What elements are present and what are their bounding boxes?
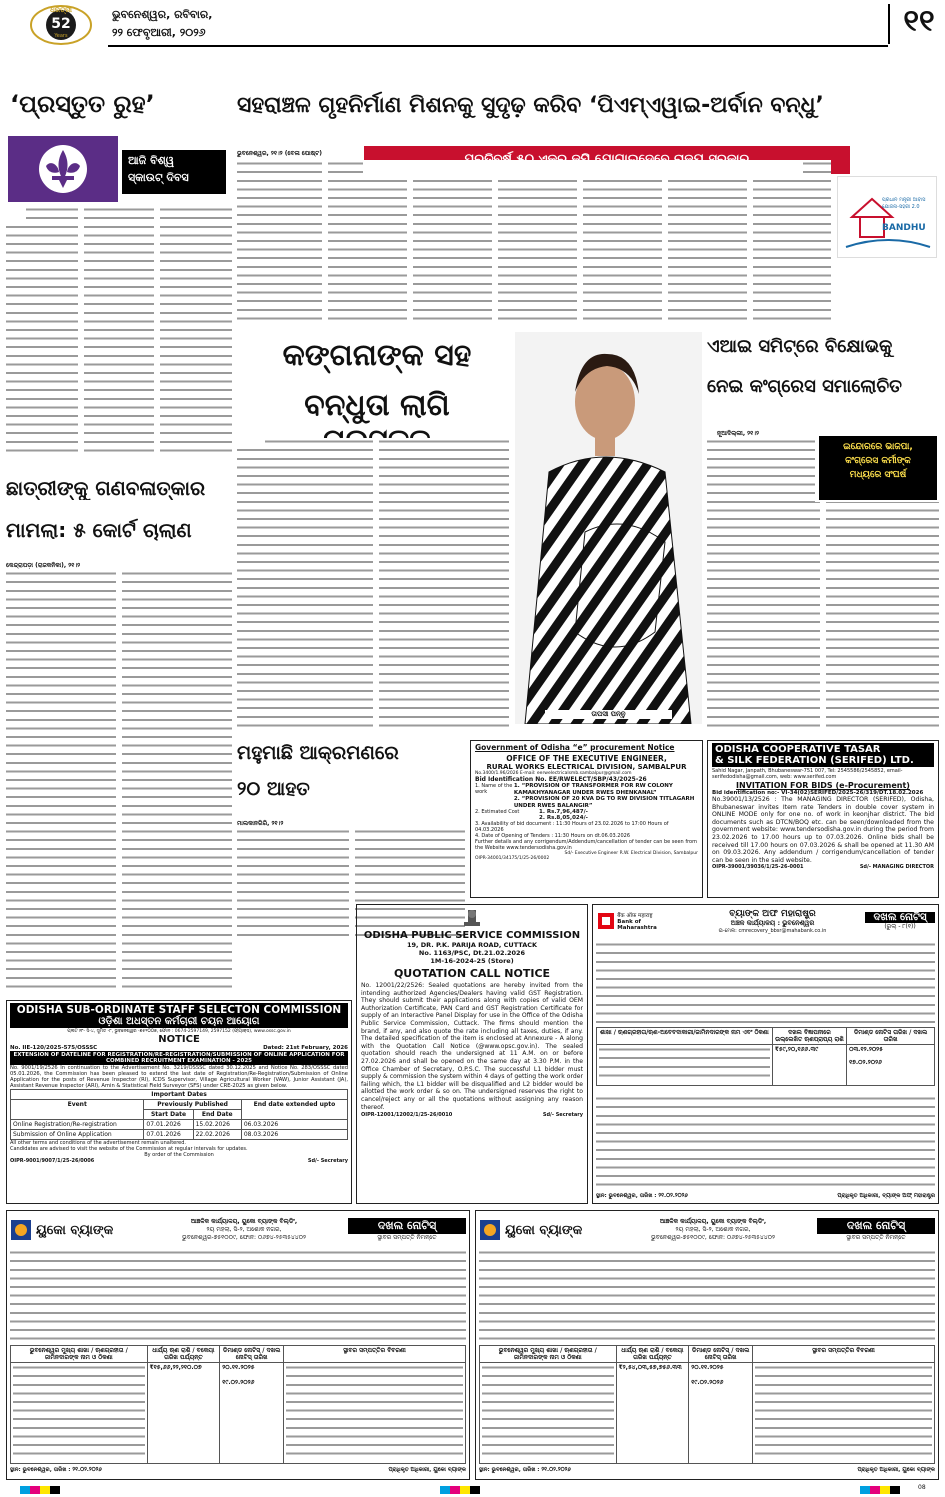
bee-headline-1: ମହୁମାଛି ଆକ୍ରମଣରେ [237, 742, 399, 764]
rwe-cost-label: 2. Estimated Cost [475, 809, 520, 815]
ossc-address: ପ୍ଲଟ ନଂ- ସି-୪, ସୁମିତ -୮, ଭୁବନେଶ୍ୱର -୭୫୧୦୦୭, ଫୋନ : 0674-2597149, 2597152 (ଫ୍ୟାକ୍ସ), www.ossc.gov.in [67, 1029, 291, 1034]
bom-body [596, 941, 935, 1023]
table-row [11, 1120, 348, 1130]
rwe-office-2: RURAL WORKS ELECTRICAL DIVISION, SAMBALPUR [486, 763, 687, 771]
uco-right-col-3: ଡିମାଣ୍ଡ ନୋଟିସ୍ / ଦଖଲ ନୋଟିସ୍ ତାରିଖ [689, 1346, 753, 1363]
opsc-no: No. 1163/PSC, Dt.21.02.2026 [418, 949, 526, 957]
pmay-logo-bandhu: BANDHU [882, 223, 926, 233]
opsc-body: No. 12001/22/2526: Sealed quotations are hereby invited from the intending authorized Agencies/Dealers having valid GST Registration. They should submit their applications along with copies of valid OEM Authorization Certificate, PAN Card and GST Registration Certificate for supply of an Interactive Panel Display for use in the Office of the Odisha Public Service Commission, Cuttack. The firms should mention the brand, if any, and also quote the rate including all taxes, duties, if any. The detailed specification of the item is enclosed at Annexure - A along with the Quotation Call Notice (@www.opsc.gov.in). The sealed quotation should reach the undersigned at 11 A.M. on or before 27.02.2026 and shall be opened on the same day at 3.30 P.M. in the Office Chamber of Secretary, O.P.S.C. The successful L1 bidder must supply & commission the system within 4 days of getting the work order failing which, the L1 bidder will be disqualified and L2 bidder would be allotted the work order & so on. The undersigned reserves the right to cancel/reject any or all the quotations without assigning any reason thereof. [361, 982, 583, 1111]
ossc-oipr: OIPR-9001/9007/1/25-26/0006 [10, 1158, 95, 1164]
ad-serifed [707, 740, 939, 898]
bom-rule: (ରୁଲ୍ - ୮(୧)) [884, 922, 916, 930]
uco-right-office-3: ଭୁବନେଶ୍ୱର-୭୫୧୦୦୯, ଫୋନ: ୦୬୭୪-୨୫୩୫୪୪୦୨ [651, 1234, 775, 1241]
uco-left-footer-right: ପ୍ରାଧିକୃତ ଅଧିକାରୀ, ୟୁକୋ ବ୍ୟାଙ୍କ [388, 1467, 466, 1473]
ad-uco-right [475, 1210, 939, 1480]
kangana-story [237, 332, 702, 732]
ai-box-line-1: ଇନ୍ଦୋରରେ ଭାଜପା, [843, 442, 913, 452]
state-emblem-icon [459, 908, 485, 930]
bom-amount: ₹୫୯,୨୦,୧୬୬.୩୯ [772, 1045, 846, 1086]
ossc-sign: Sd/- Secretary [307, 1158, 348, 1164]
kangana-headline-1: କଙ୍ଗନାଙ୍କ ସହ [282, 338, 472, 373]
logo-label: ଧରିତ୍ରୀ [50, 6, 72, 14]
rwe-work-1: 1. “PROVISION OF TRANSFORMER FOR RW COLONY KAMAKHYANAGAR UNDER RWES DHENKANAL” [513, 783, 673, 796]
page-number: ୧୧ [903, 4, 935, 39]
chatri-headline-2: ମାମଲା: ୫ କୋର୍ଟ ଚାଲାଣ [6, 518, 192, 542]
ossc-ref: No. IIE-120/2025-575/OSSSC [10, 1045, 98, 1051]
table-cell: Submission of Online Application [11, 1130, 144, 1140]
serifed-address: Sahid Nagar, Janpath, Bhubaneswar-751 007, Tel: 2545586/2545852, email-serifedodisha@gmail.com, web: www.serifed.com [712, 768, 903, 780]
serifed-title-2: & SILK FEDERATION (SERIFED) LTD. [715, 755, 914, 766]
rwe-sign: Sd/- Executive Engineer R.W. Electrical Division, Sambalpur [564, 851, 698, 856]
uco-right-col-1: ଭୁବନେଶ୍ୱର ମୁଖ୍ୟ ଶାଖା / ଋଣଗ୍ରହୀତା / ଜାମିନଦାରଙ୍କ ନାମ ଓ ଠିକଣା [480, 1346, 617, 1363]
pmay-headline: ସହରାଞ୍ଚଳ ଗୃହନିର୍ମାଣ ମିଶନକୁ ସୁଦୃଢ଼ କରିବ ‘ପିଏମ୍‌ଏୱାଇ-ଅର୍ବାନ ବନ୍ଧୁ’ [237, 93, 824, 118]
table-cell: Online Registration/Re-registration [11, 1120, 144, 1130]
rwe-top-title: Government of Odisha “e” procurement Notice [475, 743, 675, 752]
banner-line-1: ଆଜି ବିଶ୍ୱ [128, 154, 175, 167]
masthead-rule [108, 45, 888, 47]
chatri-headline-1: ଛାତ୍ରୀଙ୍କୁ ଗଣବଳାତ୍କାର [6, 476, 206, 500]
print-footer [0, 1484, 945, 1497]
banner-line-2: ସ୍କାଉଟ୍ ଦିବସ [128, 171, 189, 184]
opsc-address: 19, DR. P.K. PARIJA ROAD, CUTTACK [406, 941, 538, 949]
uco-right-notice: ଦଖଲ ନୋଟିସ୍ [817, 1218, 935, 1234]
serifed-sign: Sd/- MANAGING DIRECTOR [859, 864, 934, 871]
bom-office-odia: ଅଞ୍ଚଳ କାର୍ଯ୍ୟାଳୟ : ଭୁବନେଶ୍ୱର [730, 918, 815, 927]
pmay-logo-text: ପ୍ରଧାନ ମନ୍ତ୍ରୀ ଆବାସ ଯୋଜନା-ସହରୀ 2.0 [882, 197, 926, 210]
rwe-name-label: 1. Name of the work [475, 783, 513, 795]
chatri-dateline: କେନ୍ଦ୍ରାପଡ଼ା (ରାଜକନିକା), ୨୧।୨ [6, 562, 81, 569]
uco-right-bank-name: ୟୁକୋ ବ୍ୟାଙ୍କ [505, 1222, 583, 1238]
bom-table [596, 1027, 935, 1086]
rwe-oipr: OIPR-34001/34175/1/25-26/0002 [475, 856, 550, 861]
ossc-col-event: Event [11, 1100, 144, 1120]
masthead-date: ୨୨ ଫେବୃଆରୀ, ୨୦୨୬ [112, 26, 206, 39]
uco-left-date-2: ୧୯.୦୨.୨୦୨୬ [222, 1379, 255, 1386]
uco-logo-icon [479, 1219, 501, 1241]
uco-left-amount: ₹୧୫,୬୬,୨୨,୨୧୦.୦୭ [147, 1363, 220, 1464]
ossc-col-start: Start Date [144, 1110, 193, 1120]
table-cell: 07.01.2026 [144, 1120, 193, 1130]
opsc-oipr: OIPR-12001/12002/1/25-26/0010 [361, 1112, 453, 1119]
opsc-notice-title: QUOTATION CALL NOTICE [393, 967, 551, 980]
opsc-emblem [361, 908, 583, 930]
opsc-title: ODISHA PUBLIC SERVICE COMMISSION [363, 930, 581, 941]
house-logo-icon [838, 177, 938, 259]
bom-email: ଇ-ମେଲ: cmrecovery_bbsr@mahabank.co.in [718, 927, 827, 934]
uco-left-date-1: ୨୦.୧୧.୨୦୨୫ [222, 1364, 255, 1371]
serifed-body: No.39001/13/2526 : The MANAGING DIRECTOR (SERIFED), Odisha, Bhubaneswar invites Item rate Tenders in double cover system in ONLINE MODE only for one no. of work in keonjhar district. The bid documents such as DTCN/BOQ etc. can be seen/downloaded from the government website: www.tendersodisha.gov.in during the period from 23.02.2026 to 17.00 hours up to 07.03.2026. Online bids shall be received till 17.00 hours on 07.03.2026 & shall be opened at 11.30 AM on 09.03.2026. Any addendum / corrigendum/cancellation of tender can be seen in the said website. [712, 796, 934, 864]
uco-left-table [10, 1345, 466, 1464]
ai-dateline: ନୂଆଦିଲ୍ଲୀ, ୨୧।୨ [717, 430, 759, 437]
bom-col-2: ଦଖଲ ବିଜ୍ଞାପନୀରେ ଉଲ୍ଲେଖିତ ଋଣପ୍ରାପ୍ୟ ରାଶି [772, 1028, 846, 1045]
uco-right-date-2: ୧୯.୦୨.୨୦୨୬ [691, 1379, 724, 1386]
uco-right-amount: ₹୨,୫୪,୦୩,୫୭,୭୫୬.୩୩ [616, 1363, 689, 1464]
uco-right-body [479, 1249, 935, 1341]
uco-left-office-2: ୨ୟ ମହଲା, ସି-୨, ଅଶୋକ ନଗର, [206, 1226, 282, 1233]
table-cell: 06.03.2026 [241, 1120, 347, 1130]
ai-headline-2: ନେଇ କଂଗ୍ରେସ ସମାଲୋଚିତ [707, 376, 903, 397]
table-row [597, 1045, 935, 1086]
kangana-body [237, 438, 509, 732]
uco-left-body [10, 1249, 466, 1341]
rwe-contact: No.3400/1.96/2026 E-mail: eerwelectricalsmb.sambalpur@gmail.com [475, 771, 632, 776]
uco-left-notice: ଦଖଲ ନୋଟିସ୍ [348, 1218, 466, 1234]
table-row [11, 1130, 348, 1140]
rwe-opening: 4. Date of Opening of Tenders : 11:30 Hours on dt.06.03.2026 [475, 833, 631, 839]
masthead [0, 0, 945, 48]
bee-dateline: ମାଲକାନଗିରି, ୨୧।୨ [237, 820, 284, 827]
table-row [11, 1363, 466, 1464]
chatri-body [6, 570, 232, 994]
page-number-divider [888, 4, 890, 44]
table-cell: 22.02.2026 [193, 1130, 241, 1140]
uco-right-date-1: ୨୦.୧୧.୨୦୨୫ [691, 1364, 724, 1371]
uco-right-col-2: ଧାର୍ଯ୍ୟ ଋଣ ରାଶି / ବକେୟା ତାରିଖ ପର୍ଯ୍ୟନ୍ତ [616, 1346, 689, 1363]
kangana-headline-2: ବନ୍ଧୁତା ଲାଗି [304, 388, 450, 423]
uco-right-col-4: ସ୍ଥାବର ସମ୍ପତ୍ତିର ବିବରଣୀ [752, 1346, 934, 1363]
ossc-banner: EXTENSION OF DATELINE FOR REGISTRATION/RE-REGISTRATION/SUBMISSION OF ONLINE APPLICATION FOR COMBINED RECRUITMENT EXAMINATION - 2025 [10, 1051, 348, 1065]
uco-left-bank-name: ୟୁକୋ ବ୍ୟାଙ୍କ [36, 1222, 114, 1238]
rwe-availability: 3. Availability of bid document : 11:30 Hours of 23.02.2026 to 17:00 Hours of 04.03.2026 [475, 821, 669, 833]
uco-right-notice-sub: ସ୍ଥାବର ସମ୍ପତ୍ତି ନିମନ୍ତେ [846, 1234, 906, 1241]
table-row [480, 1363, 935, 1464]
uco-right-logo [479, 1219, 609, 1241]
rwe-footer-note: Further details and any corrigendum/Addendum/cancellation of tender can be seen from the Website www.tendersodisha.gov.in [475, 839, 697, 851]
bom-bank-odia: ବ୍ୟାଙ୍କ ଅଫ ମହାରାଷ୍ଟ୍ର [729, 908, 816, 919]
table-cell: 15.02.2026 [193, 1120, 241, 1130]
scout-emblem [8, 136, 118, 202]
bom-notice-label: ଦଖଲ ନୋଟିସ୍ [865, 912, 935, 923]
uco-left-notice-sub: ସ୍ଥାବର ସମ୍ପତ୍ତି ନିମନ୍ତେ [377, 1234, 437, 1241]
actress-photo-icon [515, 332, 702, 724]
logo-years-suffix: Years [54, 33, 68, 39]
table-cell: 07.01.2026 [144, 1130, 193, 1140]
serifed-bid-id: Bid identification no:- VI-34(02)SERIFED/2025-26/319/DT.18.02.2026 [712, 790, 924, 796]
ad-uco-left [6, 1210, 470, 1480]
opsc-ref: 1M-16-2024-25 (Store) [430, 957, 514, 965]
uco-logo-icon [10, 1219, 32, 1241]
bom-footer-right: ପ୍ରାଧିକୃତ ଅଧିକାରୀ, ବ୍ୟାଙ୍କ ଅଫ୍ ମହାରାଷ୍ଟ୍ର [837, 1193, 935, 1199]
prastuta-title: ‘ପ୍ରସ୍ତୁତ ରୁହ’ [10, 90, 155, 118]
ossc-col-prev: Previously Published [144, 1100, 241, 1110]
ad-rwe-sambalpur [470, 740, 703, 898]
chatri-story [6, 470, 232, 996]
opsc-sign: Sd/- Secretary [542, 1112, 583, 1119]
serifed-title-1: ODISHA COOPERATIVE TASAR [715, 744, 881, 755]
masthead-city-day: ଭୁବନେଶ୍ୱର, ରବିବାର, [112, 8, 213, 21]
ai-box-line-3: ମଧ୍ୟରେ ସଂଘର୍ଷ [849, 470, 907, 480]
ossc-by-order: By order of the Commission [144, 1152, 214, 1158]
page-code: 08 [918, 1484, 926, 1491]
rwe-cost-1: 1. Rs.7,96,487/- [539, 809, 588, 815]
prastuta-section [6, 86, 232, 462]
uco-left-col-2: ଧାର୍ଯ୍ୟ ଋଣ ରାଶି / ବକେୟା ତାରିଖ ପର୍ଯ୍ୟନ୍ତ [147, 1346, 220, 1363]
bom-logo [596, 907, 680, 935]
uco-left-col-4: ସ୍ଥାବର ସମ୍ପତ୍ତିର ବିବରଣୀ [283, 1346, 465, 1363]
uco-right-table [479, 1345, 935, 1464]
uco-right-footer: ସ୍ଥାନ: ଭୁବନେଶ୍ୱର, ତାରିଖ : ୨୧.୦୨.୨୦୨୬ [479, 1467, 571, 1473]
uco-right-office-1: ଆଞ୍ଚଳିକ କାର୍ଯ୍ୟାଳୟ, ୟୁକୋ ବ୍ୟାଙ୍କ ବିଲ୍ଡିଂ, [659, 1218, 767, 1225]
bom-logo-en: Bank of Maharashtra [617, 919, 657, 931]
logo-years: 52 [51, 16, 71, 32]
kangana-photo-caption: ତାପସୀ ପନ୍ନୁ [545, 710, 672, 719]
ai-subhead-box [819, 436, 937, 500]
ossc-table-title: Important Dates [11, 1090, 348, 1100]
uco-left-col-1: ଭୁବନେଶ୍ୱର ମୁଖ୍ୟ ଶାଖା / ଋଣଗ୍ରହୀତା / ଜାମିନଦାରଙ୍କ ନାମ ଓ ଠିକଣା [11, 1346, 148, 1363]
uco-left-office-1: ଆଞ୍ଚଳିକ କାର୍ଯ୍ୟାଳୟ, ୟୁକୋ ବ୍ୟାଙ୍କ ବିଲ୍ଡିଂ, [190, 1218, 298, 1225]
scout-day-banner [122, 150, 226, 194]
bom-property [596, 1095, 935, 1191]
bom-col-1: ଶାଖା / ଋଣଗ୍ରହୀତା/ଋଣ-ଅବେବଦାକାରୀ/ଜାମିନଦାରଙ୍କ ନାମ ଏବଂ ଠିକଣା [597, 1028, 773, 1045]
ossc-col-ext: End date extended upto [241, 1100, 347, 1120]
ossc-notice-label: NOTICE [158, 1034, 200, 1045]
color-register-right [860, 1486, 900, 1494]
bom-col-3: ଡିମାଣ୍ଡ ନୋଟିସ ତାରିଖ / ଦଖଲ ତାରିଖ [847, 1028, 935, 1045]
pmay-dateline: ଭୁବନେଶ୍ୱର, ୨୧।୨ (ବେଳା ପୋଷ୍ଟ) [237, 150, 322, 157]
color-register-center [440, 1486, 480, 1494]
uco-left-col-3: ଡିମାଣ୍ଡ ନୋଟିସ୍ / ଦଖଲ ନୋଟିସ୍ ତାରିଖ [220, 1346, 284, 1363]
prastuta-body [6, 206, 232, 458]
ossc-dates-table [10, 1089, 348, 1140]
ossc-dated: Dated: 21st February, 2026 [263, 1045, 348, 1051]
ai-summit-story [707, 336, 939, 736]
ad-ossc [6, 1000, 352, 1204]
serifed-invitation: INVITATION FOR BIDS (e-Procurement) [736, 781, 910, 790]
pmay-logo [837, 176, 937, 258]
ad-bank-of-maharashtra [592, 904, 939, 1204]
ai-headline-1: ଏଆଇ ସମିଟ୍‌ରେ ବିକ୍ଷୋଭକୁ [707, 336, 893, 357]
anniversary-logo [26, 3, 96, 45]
pmay-body [237, 160, 831, 322]
ossc-note-1: All other terms and conditions of the advertisement remain unaltered. [10, 1140, 187, 1146]
ossc-title-odia: ଓଡ଼ିଶା ଅଧସ୍ତନ କର୍ମଚାରୀ ଚୟନ ଆୟୋଗ [98, 1016, 260, 1027]
kangana-photo [515, 332, 702, 724]
uco-left-logo [10, 1219, 140, 1241]
ossc-title: ODISHA SUB-ORDINATE STAFF SELECTON COMMISSION [16, 1004, 342, 1016]
ossc-note-2: Candidates are advised to visit the website of the Commission at regular intervals for updates. [10, 1146, 248, 1152]
rwe-cost-2: 2. Rs.8,05,024/- [539, 815, 588, 821]
ossc-body: No. 9001/19/2526 In continuation to the Advertisement No. 3219/OSSSC dated 30.12.2025 and Notice No. 283/OSSSC dated 05.01.2026, the Commission has been pleased to extend the last date of Registration/Re-Registration/Submission of Online Application for the posts of Revenue Inspector (RI), ICDS Supervisor, Village Agricultural Worker (VAW), Junior Assistant (JA), Assistant Revenue Inspector (ARI), Amin & Statistical Field Surveyor (SFS) under CRE-2025 as given below. [10, 1065, 348, 1089]
color-register-left [20, 1486, 60, 1494]
rwe-office-1: OFFICE OF THE EXECUTIVE ENGINEER, [506, 754, 667, 763]
bom-date-1: ୦୩.୧୨.୨୦୨୫ [849, 1046, 883, 1053]
fleur-de-lis-icon [8, 136, 118, 202]
rwe-bid-id: Bid Identification No. EE/RWELECT/SBP/43/2025-26 [475, 776, 647, 783]
ossc-col-end: End Date [193, 1110, 241, 1120]
bom-date-2: ୧୭.୦୨.୨୦୨୬ [849, 1059, 882, 1066]
rwe-work-2: 2. “PROVISION OF 20 KVA DG TO RW DIVISION TITLAGARH UNDER RWES BALANGIR” [513, 796, 695, 809]
uco-left-office-3: ଭୁବନେଶ୍ୱର-୭୫୧୦୦୯, ଫୋନ: ୦୬୭୪-୨୫୩୫୪୪୦୨ [182, 1234, 306, 1241]
uco-right-office-2: ୨ୟ ମହଲା, ସି-୨, ଅଶୋକ ନଗର, [675, 1226, 751, 1233]
serifed-oipr: OIPR-39001/39036/1/25-26-0001 [712, 864, 804, 871]
ad-opsc [356, 904, 588, 1204]
bom-footer: ସ୍ଥାନ: ଭୁବନେଶ୍ୱର, ତାରିଖ : ୨୧.୦୨.୨୦୨୬ [596, 1193, 688, 1199]
bee-headline-2: ୨୦ ଆହତ [237, 778, 310, 800]
pmay-story [237, 86, 937, 326]
uco-right-footer-right: ପ୍ରାଧିକୃତ ଅଧିକାରୀ, ୟୁକୋ ବ୍ୟାଙ୍କ [857, 1467, 935, 1473]
ai-box-line-2: କଂଗ୍ରେସ କର୍ମୀଙ୍କ [845, 456, 911, 466]
table-cell: 08.03.2026 [241, 1130, 347, 1140]
bom-logo-hindi: बैंक ऑफ़ महाराष्ट्र [617, 913, 653, 919]
bank-logo-icon [596, 911, 615, 931]
uco-left-footer: ସ୍ଥାନ: ଭୁବନେଶ୍ୱର, ତାରିଖ : ୨୧.୦୨.୨୦୨୬ [10, 1467, 102, 1473]
